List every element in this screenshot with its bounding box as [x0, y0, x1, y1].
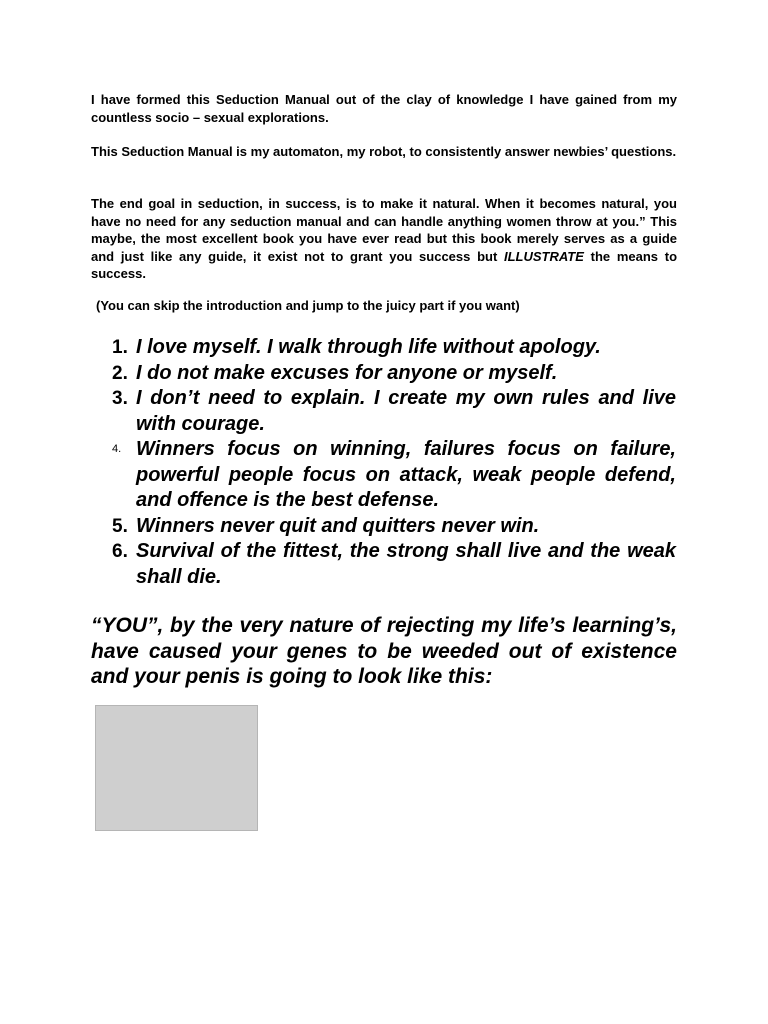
- rule-item: [104, 386, 676, 437]
- rule-text: Survival of the fittest, the strong shall live and the weak shall die.: [136, 540, 676, 588]
- rule-item: [104, 437, 676, 514]
- rule-item: [104, 361, 676, 387]
- rule-number: 6.: [112, 541, 128, 562]
- rule-item: [104, 514, 676, 540]
- skip-note: (You can skip the introduction and jump to the juicy part if you want): [96, 298, 520, 313]
- rule-number: 4.: [112, 443, 122, 455]
- photo-placeholder: [95, 705, 258, 831]
- rule-number: 3.: [112, 388, 128, 409]
- intro-paragraph-3-end: the means to success.: [91, 248, 678, 281]
- closing-statement: “YOU”, by the very nature of rejecting my life’s learning’s, have caused your genes to be weeded out of existence and your penis is going to look like this:: [91, 614, 677, 688]
- rule-text: Winners never quit and quitters never win.: [136, 514, 540, 537]
- rule-text: Winners focus on winning, failures focus on failure, powerful people focus on attack, weak people defend, and offence is the best defense.: [136, 438, 676, 511]
- rule-number: 5.: [112, 515, 128, 537]
- rule-number: 1.: [112, 337, 128, 358]
- rule-number: 2.: [112, 362, 128, 384]
- intro-paragraph-2: This Seduction Manual is my automaton, my robot, to consistently answer newbies’ questions.: [91, 144, 677, 159]
- rules-list: [104, 335, 676, 590]
- rule-text: I don’t need to explain. I create my own rules and live with courage.: [136, 387, 676, 435]
- rule-item: [104, 539, 676, 590]
- intro-paragraph-3-emphasis: ILLUSTRATE: [504, 248, 584, 264]
- rule-text: I love myself. I walk through life without apology.: [136, 336, 601, 358]
- intro-paragraph-3-start: The end goal in seduction, in success, is to make it natural. When it becomes natural, you have no need for any seduction manual and can handle anything women throw at you.” This maybe, the most excellent book you have ever read but this book merely serves as a guide and just like any guide, it exist not to grant you success but: [91, 196, 677, 264]
- intro-paragraph-3: [91, 195, 677, 283]
- rule-item: [104, 335, 676, 361]
- intro-paragraph-1: I have formed this Seduction Manual out of the clay of knowledge I have gained from my countless socio – sexual explorations.: [91, 92, 677, 125]
- rule-text: I do not make excuses for anyone or myself.: [136, 361, 558, 384]
